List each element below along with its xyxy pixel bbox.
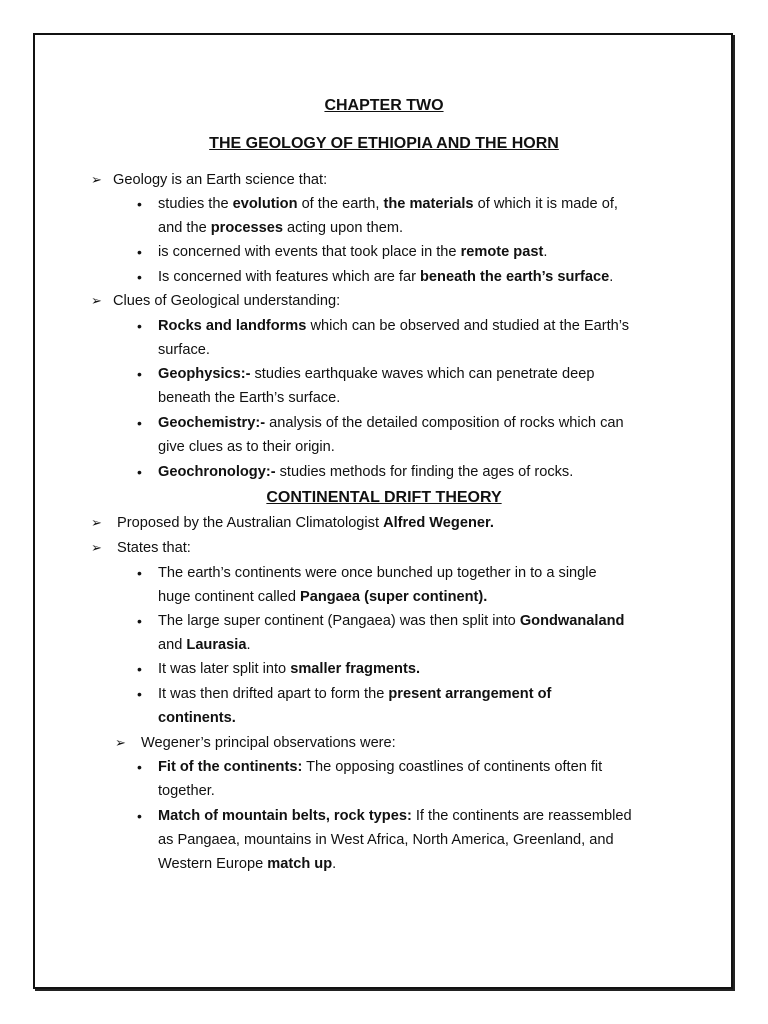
bullet-icon: • xyxy=(137,613,142,629)
arrow-bullet-icon: ➢ xyxy=(115,735,126,750)
bullet-icon: • xyxy=(137,565,142,581)
bullet-icon: • xyxy=(137,318,142,334)
list-item: It was later split into smaller fragments. xyxy=(158,661,420,677)
list-item: Fit of the continents: The opposing coastlines of continents often fit xyxy=(158,759,603,775)
arrow-bullet-icon: ➢ xyxy=(91,515,102,530)
list-item: Match of mountain belts, rock types: If the continents are reassembled xyxy=(158,808,632,824)
section-title: CONTINENTAL DRIFT THEORY xyxy=(266,489,502,506)
chapter-subtitle: THE GEOLOGY OF ETHIOPIA AND THE HORN xyxy=(209,135,559,152)
list-item: The large super continent (Pangaea) was then split into Gondwanaland xyxy=(158,613,625,629)
list-item: Is concerned with features which are far beneath the earth’s surface. xyxy=(158,269,614,285)
bullet-icon: • xyxy=(137,686,142,702)
list-item: studies the evolution of the earth, the materials of which it is made of, xyxy=(158,196,618,212)
list-item: is concerned with events that took place in the remote past. xyxy=(158,244,548,260)
list-item-continuation: together. xyxy=(158,783,215,799)
arrow-bullet-icon: ➢ xyxy=(91,540,102,555)
list-item: The earth’s continents were once bunched up together in to a single xyxy=(158,565,597,581)
bullet-icon: • xyxy=(137,269,142,285)
list-item: It was then drifted apart to form the present arrangement of xyxy=(158,686,552,702)
bullet-icon: • xyxy=(137,415,142,431)
bullet-icon: • xyxy=(137,759,142,775)
list-item-continuation: give clues as to their origin. xyxy=(158,439,335,455)
bullet-icon: • xyxy=(137,808,142,824)
observations-intro: Wegener’s principal observations were: xyxy=(141,735,396,751)
list-item-continuation: beneath the Earth’s surface. xyxy=(158,390,341,406)
list-item-continuation: and the processes acting upon them. xyxy=(158,220,404,236)
list-item-continuation: surface. xyxy=(158,342,210,358)
chapter-title: CHAPTER TWO xyxy=(324,97,444,114)
bullet-icon: • xyxy=(137,661,142,677)
list-item: Geochemistry:- analysis of the detailed composition of rocks which can xyxy=(158,415,624,431)
bullet-icon: • xyxy=(137,244,142,260)
list-item-continuation: huge continent called Pangaea (super continent). xyxy=(158,589,488,605)
geology-definition-intro: Geology is an Earth science that: xyxy=(113,172,328,188)
list-item-continuation: continents. xyxy=(158,710,236,726)
bullet-icon: • xyxy=(137,196,142,212)
arrow-bullet-icon: ➢ xyxy=(91,172,102,187)
list-item-continuation: Western Europe match up. xyxy=(158,856,337,872)
list-item-continuation: and Laurasia. xyxy=(158,637,251,653)
arrow-bullet-icon: ➢ xyxy=(91,293,102,308)
list-item: Rocks and landforms which can be observed and studied at the Earth’s xyxy=(158,318,630,334)
list-item: Geophysics:- studies earthquake waves which can penetrate deep xyxy=(158,366,595,382)
bullet-icon: • xyxy=(137,464,142,480)
clues-intro: Clues of Geological understanding: xyxy=(113,293,341,309)
bullet-icon: • xyxy=(137,366,142,382)
states-intro: States that: xyxy=(117,540,191,556)
list-item-continuation: as Pangaea, mountains in West Africa, North America, Greenland, and xyxy=(158,832,614,848)
list-item: Geochronology:- studies methods for finding the ages of rocks. xyxy=(158,464,574,480)
proposer-line: Proposed by the Australian Climatologist Alfred Wegener. xyxy=(117,515,494,531)
